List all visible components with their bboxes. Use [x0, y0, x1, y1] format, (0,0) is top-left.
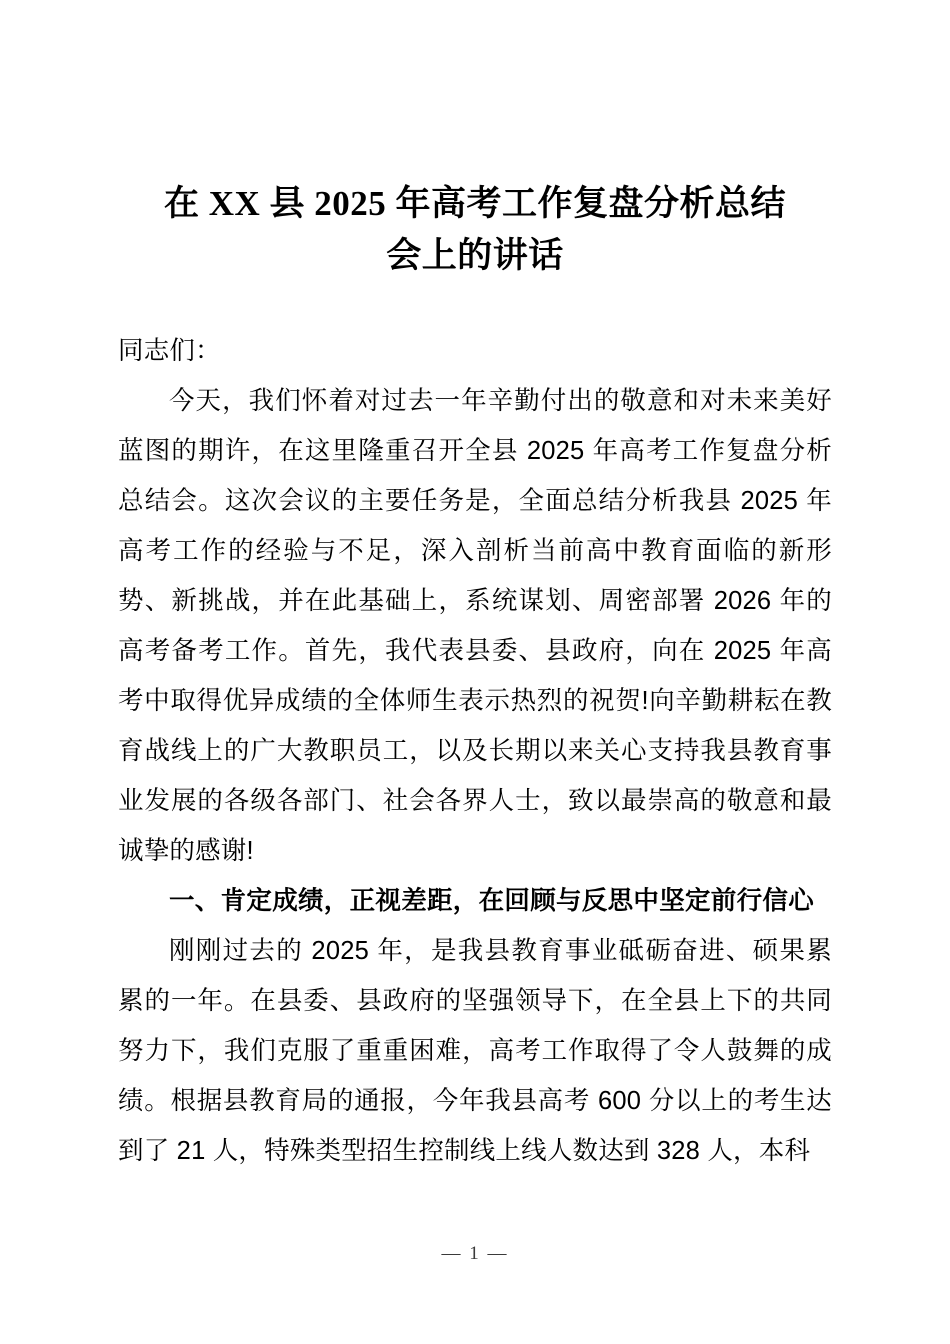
paragraph-section-1-body: 刚刚过去的 2025 年，是我县教育事业砥砺奋进、硕果累累的一年。在县委、县政府的坚强领导下，在全县上下的共同努力下，我们克服了重重困难，高考工作取得了令人鼓舞的成绩。根据县教育局的通报，今年我县高考 600 分以上的考生达到了 21 人，特殊类型招生控制线上线人数达到 328 人，本科 [118, 937, 832, 1165]
page-content [118, 0, 832, 1176]
salutation: 同志们： [118, 337, 221, 365]
paragraph-opening: 今天，我们怀着对过去一年辛勤付出的敬意和对未来美好蓝图的期许，在这里隆重召开全县 2025 年高考工作复盘分析总结会。这次会议的主要任务是，全面总结分析我县 2025 年高考工作的经验与不足，深入剖析当前高中教育面临的新形势、新挑战，并在此基础上，系统谋划、周密部署 2026 年的高考备考工作。首先，我代表县委、县政府，向在 2025 年高考中取得优异成绩的全体师生表示热烈的祝贺!向辛勤耕耘在教育战线上的广大教职员工，以及长期以来关心支持我县教育事业发展的各级各部门、社会各界人士，致以最崇高的敬意和最诚挚的感谢! [118, 387, 832, 865]
section-heading-1: 一、肯定成绩，正视差距，在回顾与反思中坚定前行信心 [169, 887, 815, 915]
title-line-2: 会上的讲话 [386, 236, 564, 275]
title-line-1: 在 XX 县 2025 年高考工作复盘分析总结 [163, 184, 787, 223]
page-title [118, 0, 832, 282]
document-body [118, 326, 832, 1176]
page-footer: — 1 — [441, 1243, 509, 1264]
